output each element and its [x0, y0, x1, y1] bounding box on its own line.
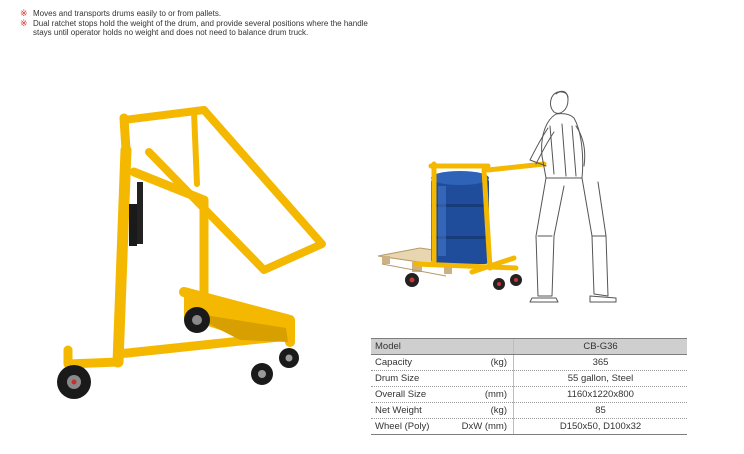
wheel-icon: [279, 348, 299, 368]
spec-row-label: Capacity: [375, 357, 412, 368]
wheel-icon: [405, 273, 419, 287]
spec-row-unit: (kg): [490, 405, 507, 416]
brand-decal: [129, 204, 137, 246]
drum-icon: [431, 171, 489, 264]
spec-table-header: [371, 339, 687, 355]
table-row: [371, 355, 687, 371]
spec-row-value: 365: [514, 355, 688, 371]
spec-row-value: D150x50, D100x32: [514, 419, 688, 435]
spec-row-label: Overall Size: [375, 389, 427, 400]
spec-row-value: 85: [514, 403, 688, 419]
wheel-icon: [57, 365, 91, 399]
spec-row-label: Wheel (Poly): [375, 421, 430, 432]
spec-table: [371, 338, 687, 435]
spec-row-unit: DxW (mm): [461, 421, 507, 432]
drum-truck-illustration: [54, 92, 344, 412]
spec-header-label: Model: [371, 339, 514, 355]
feature-note-text: Dual ratchet stops hold the weight of the drum, and provide several positions where the handle stays until operator holds no weight and does not need to balance drum truck.: [33, 18, 368, 37]
operator-scene-illustration: [376, 86, 622, 312]
spec-row-label: Net Weight: [375, 405, 422, 416]
table-row: [371, 371, 687, 387]
spec-row-unit: (mm): [484, 389, 507, 400]
spec-header-value: CB-G36: [514, 339, 688, 355]
wheel-icon: [510, 274, 522, 286]
spec-row-label: Drum Size: [375, 373, 420, 384]
feature-note-text: Moves and transports drums easily to or from pallets.: [33, 9, 222, 18]
wheel-icon: [251, 363, 273, 385]
feature-note: [20, 9, 380, 19]
hydraulic-cylinder-icon: [137, 182, 143, 244]
feature-notes: [20, 9, 380, 38]
feature-note: [20, 19, 380, 38]
operator-sketch: [530, 91, 616, 302]
spec-row-value: 1160x1220x800: [514, 387, 688, 403]
table-row: [371, 419, 687, 435]
wheel-icon: [493, 278, 505, 290]
reference-mark-icon: ※: [20, 17, 28, 28]
table-row: [371, 403, 687, 419]
table-row: [371, 387, 687, 403]
spec-row-value: 55 gallon, Steel: [514, 371, 688, 387]
reference-mark-icon: ※: [20, 8, 28, 18]
spec-row-unit: (kg): [490, 357, 507, 368]
wheel-icon: [184, 307, 210, 333]
